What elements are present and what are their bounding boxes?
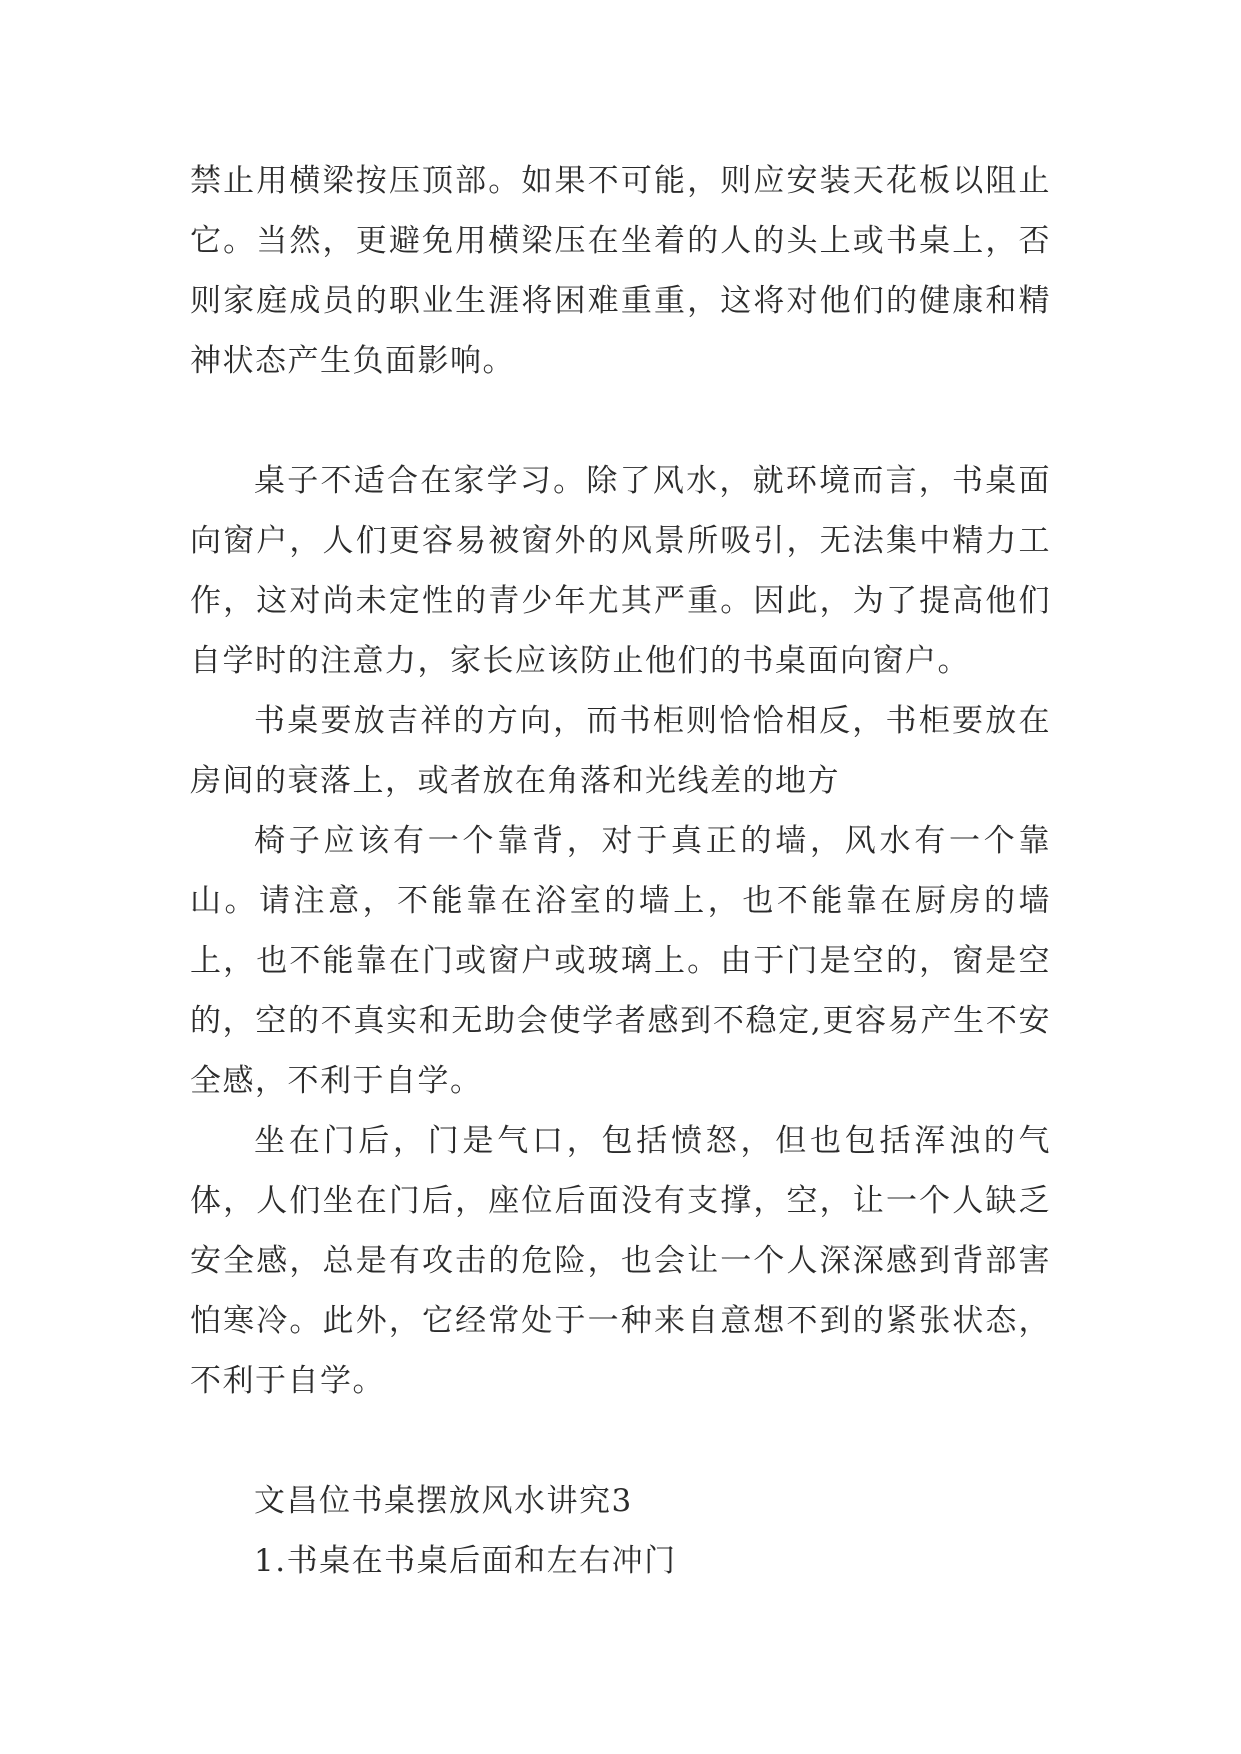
paragraph-bookcase: 书桌要放吉祥的方向，而书柜则恰恰相反，书柜要放在房间的衰落上，或者放在角落和光线差的地方 (190, 703, 1051, 799)
section-heading: 文昌位书桌摆放风水讲究3 (254, 1483, 633, 1519)
paragraph-beam: 禁止用横梁按压顶部。如果不可能，则应安装天花板以阻止它。当然，更避免用横梁压在坐着的人的头上或书桌上，否则家庭成员的职业生涯将困难重重，这将对他们的健康和精神状态产生负面影响。 (190, 163, 1051, 379)
paragraph-window: 桌子不适合在家学习。除了风水，就环境而言，书桌面向窗户，人们更容易被窗外的风景所吸引，无法集中精力工作，这对尚未定性的青少年尤其严重。因此，为了提高他们自学时的注意力，家长应该防止他们的书桌面向窗户。 (190, 463, 1051, 679)
paragraph-door: 坐在门后，门是气口，包括愤怒，但也包括浑浊的气体，人们坐在门后，座位后面没有支撑，空，让一个人缺乏安全感，总是有攻击的危险，也会让一个人深深感到背部害怕寒冷。此外，它经常处于一种来自意想不到的紧张状态，不利于自学。 (190, 1123, 1051, 1399)
paragraph-chair: 椅子应该有一个靠背，对于真正的墙，风水有一个靠山。请注意，不能靠在浴室的墙上，也不能靠在厨房的墙上，也不能靠在门或窗户或玻璃上。由于门是空的，窗是空的，空的不真实和无助会使学者感到不稳定,更容易产生不安全感，不利于自学。 (190, 823, 1051, 1099)
list-item: 1.书桌在书桌后面和左右冲门 (254, 1543, 677, 1579)
document-body (190, 151, 1051, 1591)
